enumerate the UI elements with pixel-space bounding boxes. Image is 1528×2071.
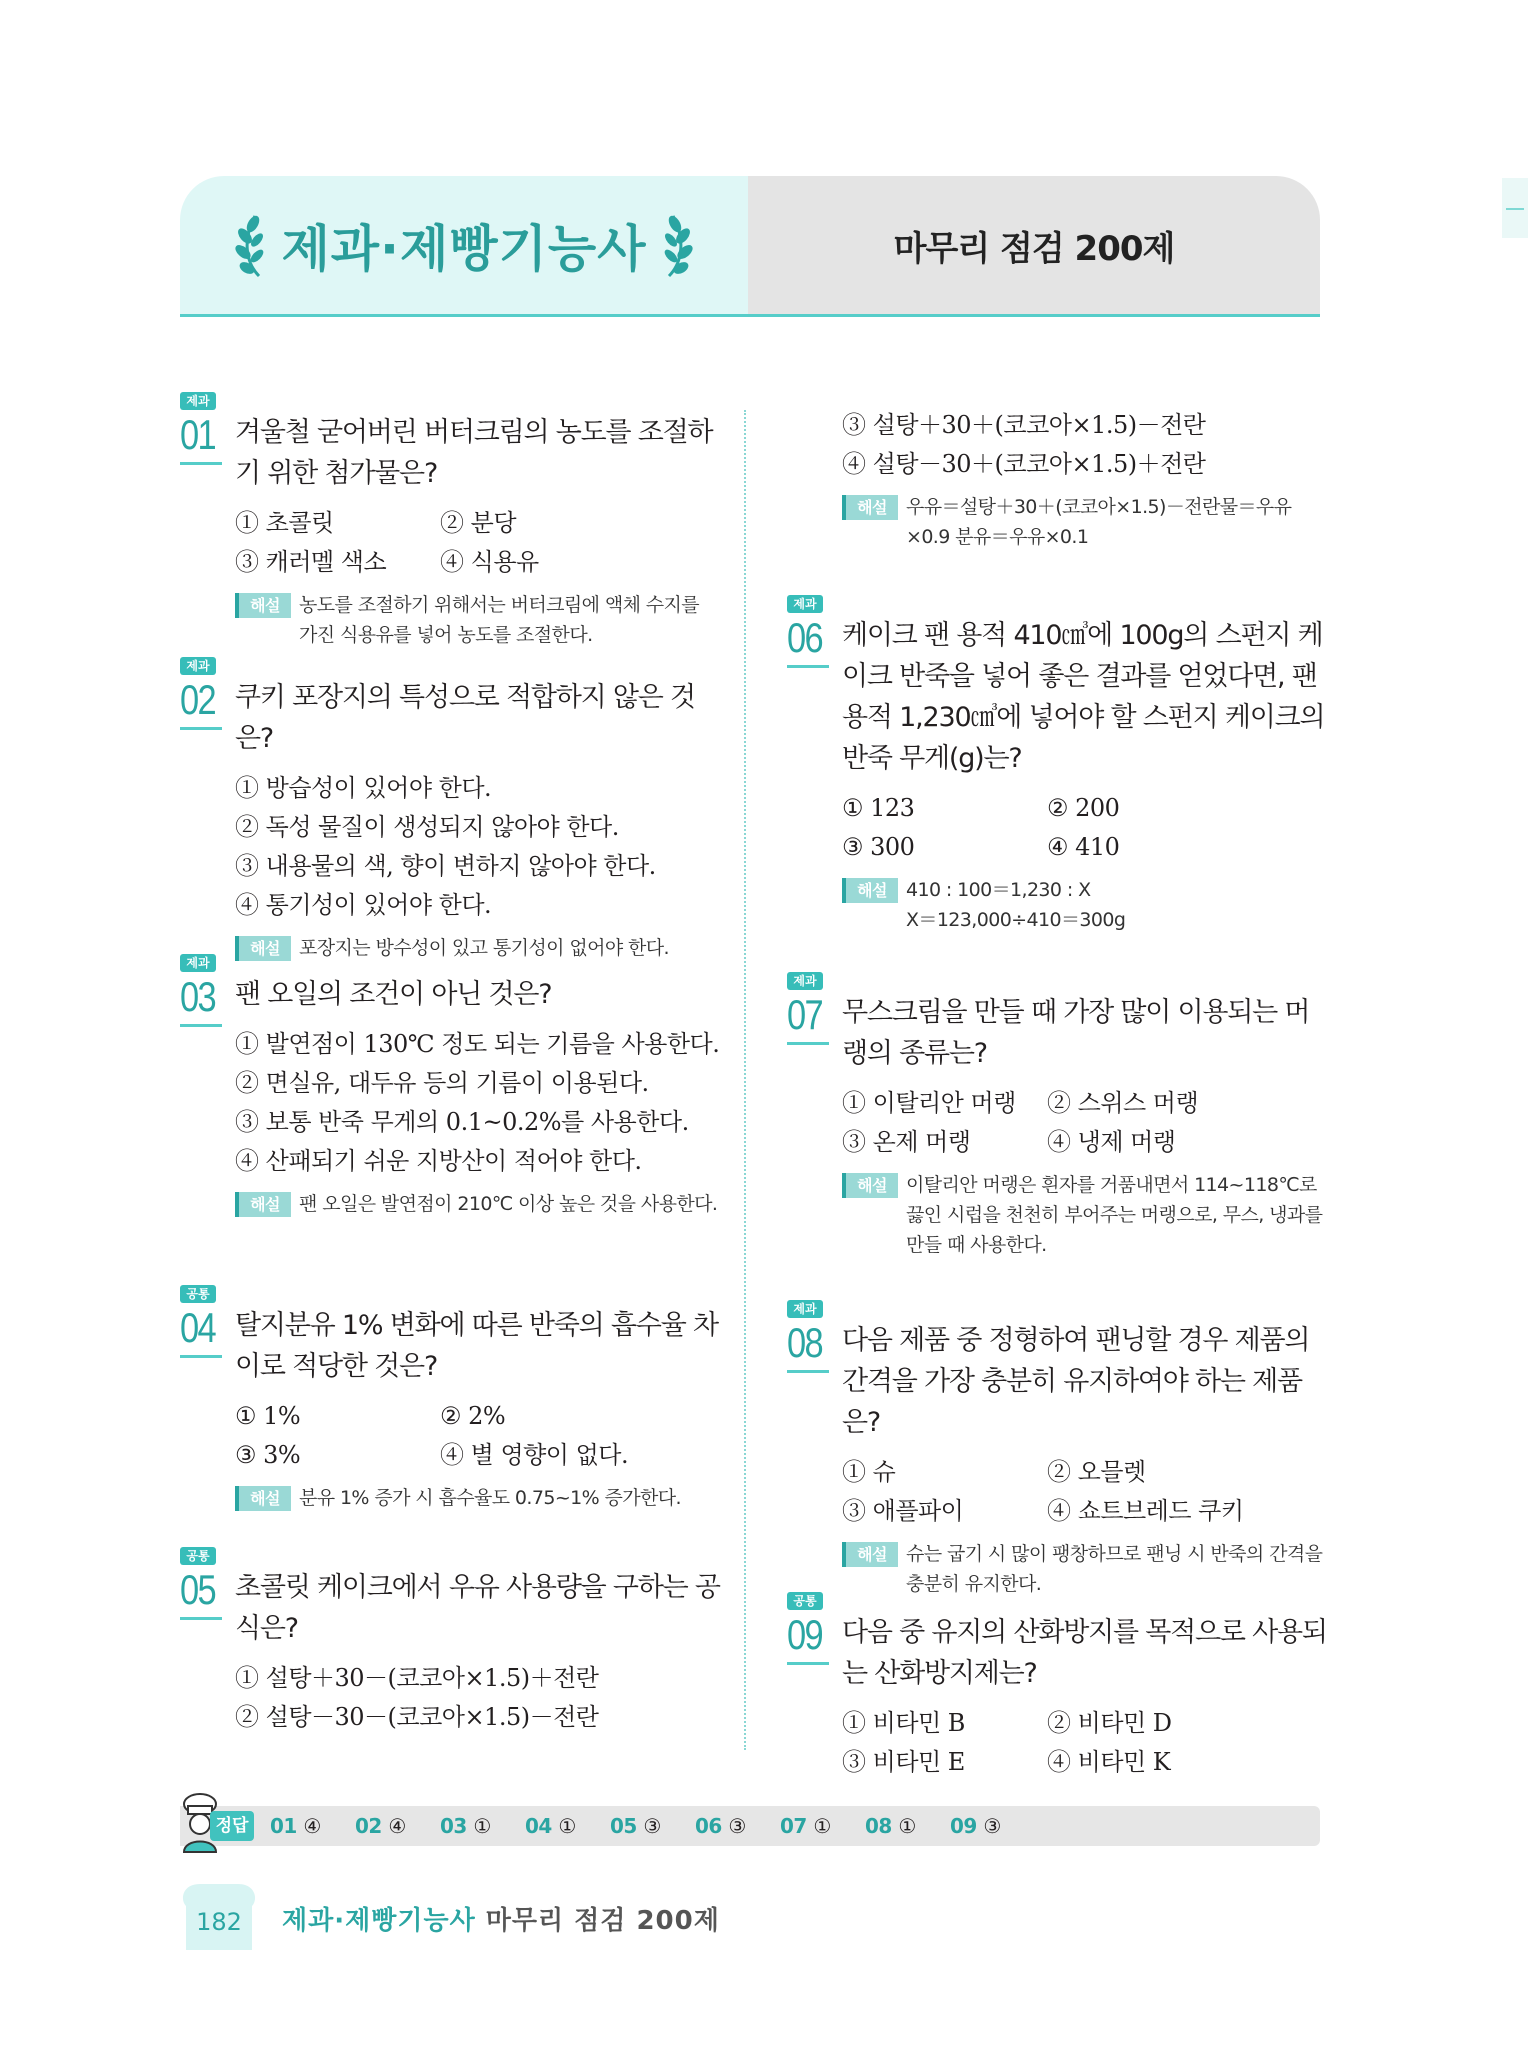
- option: ② 200: [1047, 794, 1120, 822]
- options-list: [235, 1025, 720, 1181]
- question-category-badge: 제과: [180, 954, 216, 972]
- explanation-label: 해설: [842, 1542, 898, 1567]
- explanation-text: 포장지는 방수성이 있고 통기성이 없어야 한다.: [299, 937, 669, 959]
- option: ④ 산패되기 쉬운 지방산이 적어야 한다.: [235, 1147, 642, 1175]
- header-subtitle: 마무리 점검 200제: [893, 228, 1175, 269]
- question-number: 07: [787, 991, 823, 1038]
- explanation-text: 분유 1% 증가 시 흡수율도 0.75~1% 증가한다.: [299, 1487, 681, 1509]
- option: ① 발연점이 130℃ 정도 되는 기름을 사용한다.: [235, 1030, 720, 1058]
- explanation: [842, 875, 1327, 935]
- bread-page-icon: [178, 1880, 260, 1950]
- answer-number: 08: [865, 1814, 892, 1838]
- options-list: [842, 1453, 1327, 1531]
- question-number-underline: [180, 1617, 222, 1620]
- option: ③ 3%: [235, 1441, 301, 1469]
- answer-mark: ①: [473, 1814, 491, 1838]
- explanation: [842, 1539, 1327, 1599]
- footer-title: [282, 1900, 720, 1937]
- header-brand: [180, 176, 748, 314]
- answer-number: 03: [440, 1814, 467, 1838]
- option: ② 독성 물질이 생성되지 않아야 한다.: [235, 813, 619, 841]
- question-number-underline: [787, 665, 829, 668]
- option: ① 초콜릿: [235, 509, 334, 537]
- question-number: 09: [787, 1611, 823, 1658]
- header-title: 제과·제빵기능사: [281, 220, 647, 278]
- option: ② 설탕－30－(코코아×1.5)－전란: [235, 1703, 599, 1731]
- question-number-underline: [787, 1042, 829, 1045]
- option: ③ 300: [842, 833, 915, 861]
- option: ③ 보통 반죽 무게의 0.1~0.2%를 사용한다.: [235, 1108, 689, 1136]
- question-number-underline: [180, 727, 222, 730]
- option: ③ 비타민 E: [842, 1748, 965, 1776]
- explanation-text: 우유＝설탕＋30＋(코코아×1.5)－전란물＝우유×0.9 분유＝우유×0.1: [906, 496, 1292, 548]
- explanation-line: X＝123,000÷410＝300g: [906, 909, 1126, 931]
- question-02: [180, 657, 720, 963]
- explanation-text: 농도를 조절하기 위해서는 버터크림에 액체 수지를 가진 식용유를 넣어 농도를 조절한다.: [299, 594, 700, 646]
- answer-item: [780, 1806, 865, 1846]
- explanation-label: 해설: [235, 936, 291, 961]
- answer-mark: ①: [558, 1814, 576, 1838]
- option: ④ 설탕－30＋(코코아×1.5)＋전란: [842, 450, 1206, 478]
- question-05: [180, 1547, 720, 1737]
- answer-mark: ①: [898, 1814, 916, 1838]
- question-text: 무스크림을 만들 때 가장 많이 이용되는 머랭의 종류는?: [842, 997, 1310, 1069]
- question-number-underline: [180, 462, 222, 465]
- footer-book-title: 제과·제빵기능사: [282, 1906, 476, 1936]
- option: ③ 설탕＋30＋(코코아×1.5)－전란: [842, 411, 1206, 439]
- answer-number: 04: [525, 1814, 552, 1838]
- question-number: 08: [787, 1319, 823, 1366]
- column-divider: [744, 410, 746, 1750]
- question-number-underline: [787, 1662, 829, 1665]
- answer-item: [950, 1806, 1035, 1846]
- laurel-left-icon: [233, 210, 267, 280]
- options-list: [235, 769, 720, 925]
- option: ② 2%: [440, 1402, 506, 1430]
- answer-item: [525, 1806, 610, 1846]
- question-category-badge: 제과: [787, 595, 823, 613]
- answer-item: [865, 1806, 950, 1846]
- answer-mark: ③: [983, 1814, 1001, 1838]
- option: ① 설탕＋30－(코코아×1.5)＋전란: [235, 1664, 599, 1692]
- page-header: [180, 176, 1320, 314]
- question-text: 겨울철 굳어버린 버터크림의 농도를 조절하기 위한 첨가물은?: [235, 417, 713, 489]
- explanation-line: 410 : 100＝1,230 : X: [906, 879, 1091, 901]
- footer-book-subtitle: 마무리 점검 200제: [485, 1906, 720, 1936]
- question-01: [180, 392, 720, 650]
- option: ④ 식용유: [440, 548, 539, 576]
- question-category-badge: 공통: [180, 1285, 216, 1303]
- question-number-underline: [180, 1355, 222, 1358]
- option: ① 1%: [235, 1402, 301, 1430]
- answer-mark: ④: [388, 1814, 406, 1838]
- question-category-badge: 제과: [787, 1300, 823, 1318]
- option: ① 슈: [842, 1458, 896, 1486]
- explanation-text: 슈는 굽기 시 많이 팽창하므로 팬닝 시 반죽의 간격을 충분히 유지한다.: [906, 1543, 1323, 1595]
- option: ③ 내용물의 색, 향이 변하지 않아야 한다.: [235, 852, 656, 880]
- options-list: [842, 1084, 1327, 1162]
- explanation: [842, 1170, 1327, 1260]
- option: ③ 캐러멜 색소: [235, 548, 387, 576]
- laurel-right-icon: [661, 210, 695, 280]
- explanation: [842, 492, 1327, 552]
- option: ① 방습성이 있어야 한다.: [235, 774, 492, 802]
- explanation-label: 해설: [235, 1486, 291, 1511]
- answer-number: 01: [270, 1814, 297, 1838]
- question-number: 02: [180, 676, 216, 723]
- option: ① 123: [842, 794, 915, 822]
- question-06: [787, 595, 1327, 935]
- options-list: [842, 1704, 1327, 1782]
- answer-number: 06: [695, 1814, 722, 1838]
- question-text: 팬 오일의 조건이 아닌 것은?: [235, 979, 552, 1010]
- option: ② 비타민 D: [1047, 1709, 1172, 1737]
- options-list: [842, 406, 1327, 484]
- question-text: 초콜릿 케이크에서 우유 사용량을 구하는 공식은?: [235, 1572, 720, 1644]
- option: ① 비타민 B: [842, 1709, 965, 1737]
- option: ② 오믈렛: [1047, 1458, 1146, 1486]
- options-list: [842, 789, 1327, 867]
- question-category-badge: 공통: [180, 1547, 216, 1565]
- question-number-underline: [787, 1370, 829, 1373]
- option: ④ 냉제 머랭: [1047, 1128, 1176, 1156]
- option: ④ 410: [1047, 833, 1120, 861]
- options-list: [235, 1659, 720, 1737]
- question-category-badge: 공통: [787, 1592, 823, 1610]
- answer-item: [440, 1806, 525, 1846]
- explanation-label: 해설: [842, 878, 898, 903]
- question-04: [180, 1285, 720, 1513]
- question-number: 01: [180, 411, 216, 458]
- header-subtitle-box: [748, 176, 1320, 314]
- question-08: [787, 1300, 1327, 1599]
- answer-mark: ④: [303, 1814, 321, 1838]
- option: ④ 별 영향이 없다.: [440, 1441, 629, 1469]
- explanation-label: 해설: [235, 1192, 291, 1217]
- explanation-text: 팬 오일은 발연점이 210℃ 이상 높은 것을 사용한다.: [299, 1193, 718, 1215]
- option: ② 분당: [440, 509, 516, 537]
- explanation: [235, 1189, 720, 1219]
- page-edge-tab: [1502, 178, 1528, 238]
- question-text: 케이크 팬 용적 410㎤에 100g의 스펀지 케이크 반죽을 넣어 좋은 결과를 얻었다면, 팬 용적 1,230㎤에 넣어야 할 스펀지 케이크의 반죽 무게(g)는?: [842, 620, 1325, 774]
- question-number: 05: [180, 1566, 216, 1613]
- option: ② 면실유, 대두유 등의 기름이 이용된다.: [235, 1069, 649, 1097]
- answer-number: 05: [610, 1814, 637, 1838]
- explanation-label: 해설: [842, 495, 898, 520]
- question-number: 04: [180, 1304, 216, 1351]
- answer-item: [695, 1806, 780, 1846]
- question-number-underline: [180, 1024, 222, 1027]
- answer-mark: ③: [728, 1814, 746, 1838]
- question-text: 다음 중 유지의 산화방지를 목적으로 사용되는 산화방지제는?: [842, 1617, 1327, 1689]
- options-list: [235, 504, 720, 582]
- explanation-text: 이탈리안 머랭은 흰자를 거품내면서 114~118℃로 끓인 시럽을 천천히 부어주는 머랭으로, 무스, 냉과를 만들 때 사용한다.: [906, 1174, 1323, 1256]
- question-05-continued: [787, 392, 1327, 552]
- question-text: 탈지분유 1% 변화에 따른 반죽의 흡수율 차이로 적당한 것은?: [235, 1310, 718, 1382]
- answer-item: [610, 1806, 695, 1846]
- option: ③ 온제 머랭: [842, 1128, 971, 1156]
- answer-number: 02: [355, 1814, 382, 1838]
- question-text: 다음 제품 중 정형하여 팬닝할 경우 제품의 간격을 가장 충분히 유지하여야 하는 제품은?: [842, 1325, 1310, 1438]
- question-09: [787, 1592, 1327, 1782]
- answer-label: 정답: [210, 1811, 254, 1841]
- option: ④ 비타민 K: [1047, 1748, 1171, 1776]
- explanation: [235, 590, 720, 650]
- page-number: 182: [196, 1908, 242, 1936]
- question-07: [787, 972, 1327, 1260]
- answer-list: [270, 1806, 1035, 1846]
- question-category-badge: 제과: [180, 657, 216, 675]
- answer-item: [355, 1806, 440, 1846]
- answer-mark: ①: [813, 1814, 831, 1838]
- explanation-label: 해설: [235, 593, 291, 618]
- question-category-badge: 제과: [180, 392, 216, 410]
- question-text: 쿠키 포장지의 특성으로 적합하지 않은 것은?: [235, 682, 695, 754]
- header-rule: [180, 314, 1320, 317]
- option: ④ 쇼트브레드 쿠키: [1047, 1497, 1244, 1525]
- question-number: 03: [180, 973, 216, 1020]
- explanation-label: 해설: [842, 1173, 898, 1198]
- option: ① 이탈리안 머랭: [842, 1089, 1016, 1117]
- explanation: [235, 1483, 720, 1513]
- question-03: [180, 954, 720, 1219]
- answer-item: [270, 1806, 355, 1846]
- answer-number: 09: [950, 1814, 977, 1838]
- question-number: 06: [787, 614, 823, 661]
- answer-number: 07: [780, 1814, 807, 1838]
- option: ③ 애플파이: [842, 1497, 964, 1525]
- option: ② 스위스 머랭: [1047, 1089, 1199, 1117]
- explanation-text: [906, 875, 1327, 935]
- answer-mark: ③: [643, 1814, 661, 1838]
- question-category-badge: 제과: [787, 972, 823, 990]
- option: ④ 통기성이 있어야 한다.: [235, 891, 492, 919]
- options-list: [235, 1397, 720, 1475]
